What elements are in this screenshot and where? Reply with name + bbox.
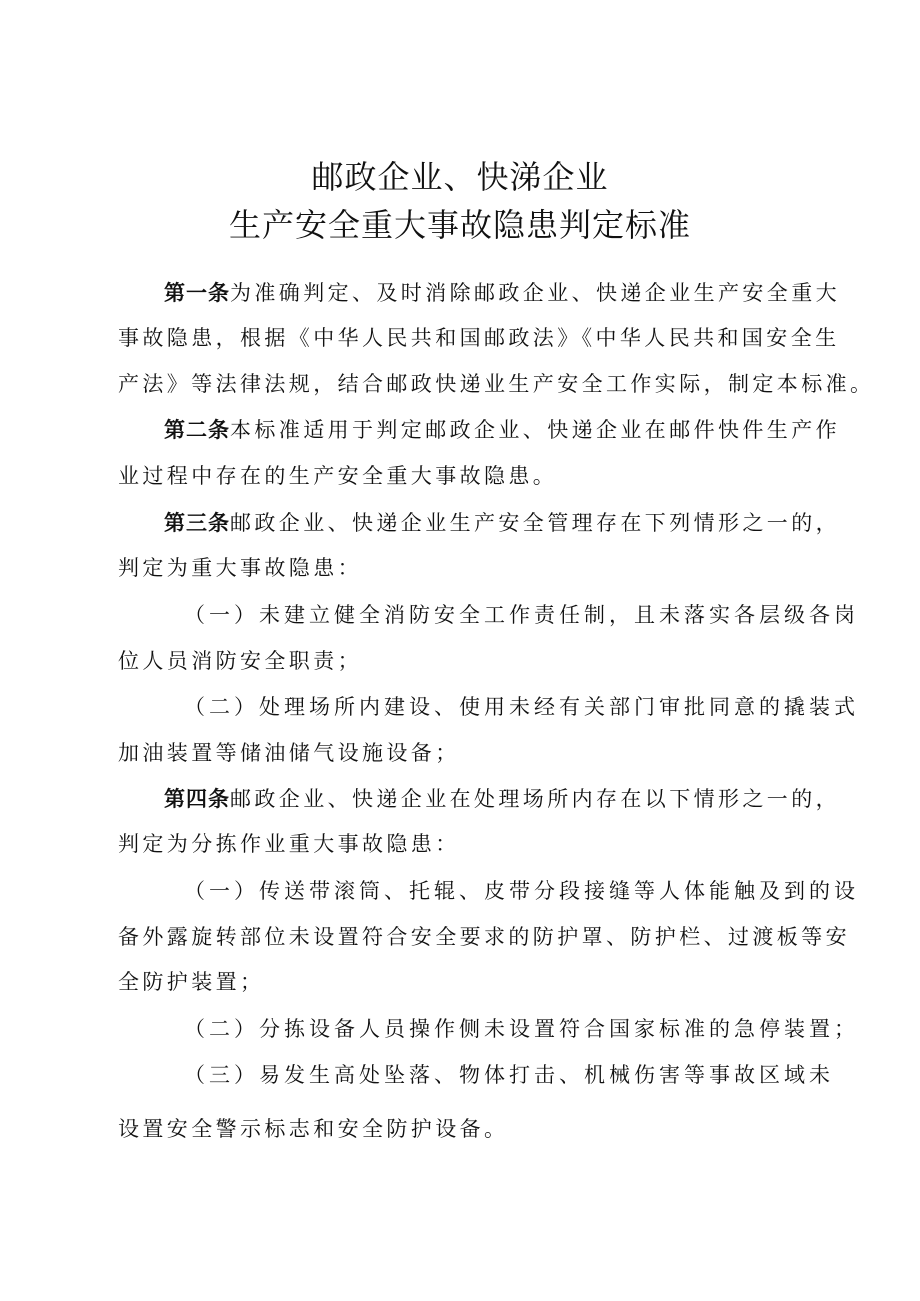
article-3-label: 第三条 xyxy=(164,511,230,535)
article-4-label: 第四条 xyxy=(164,787,230,811)
article-4-text-1: 邮政企业、快递企业在处理场所内存在以下情形之一的， xyxy=(230,787,840,811)
article-4-item-3-line-1: （三）易发生高处坠落、物体打击、机械伤害等事故区域未 xyxy=(184,1063,834,1087)
article-1-label: 第一条 xyxy=(164,281,230,305)
article-4-item-1-line-2: 备外露旋转部位未设置符合安全要求的防护罩、防护栏、过渡板等安 xyxy=(118,925,850,949)
article-4-item-1-line-3: 全防护装置； xyxy=(118,970,265,994)
article-1-text-1: 为准确判定、及时消除邮政企业、快递企业生产安全重大 xyxy=(230,281,840,305)
article-2-label: 第二条 xyxy=(164,418,230,442)
article-4-line-1 xyxy=(164,784,840,814)
article-3-line-1 xyxy=(164,508,840,538)
article-4-item-1-line-1: （一）传送带滚筒、托辊、皮带分段接缝等人体能触及到的设 xyxy=(184,879,859,903)
document-title-line-2: 生产安全重大事故隐患判定标准 xyxy=(228,206,691,244)
article-3-item-2-line-2: 加油装置等储油储气设施设备； xyxy=(118,741,460,765)
article-1-line-2: 事故隐患，根据《中华人民共和国邮政法》《中华人民共和国安全生 xyxy=(118,326,840,350)
document-title-line-1: 邮政企业、快涕企业 xyxy=(311,158,609,196)
article-1-line-1 xyxy=(164,278,840,308)
article-3-text-1: 邮政企业、快递企业生产安全管理存在下列情形之一的， xyxy=(230,511,840,535)
article-3-item-2-line-1: （二）处理场所内建设、使用未经有关部门审批同意的撬装式 xyxy=(184,695,859,719)
article-2-line-2: 业过程中存在的生产安全重大事故隐患。 xyxy=(118,464,558,488)
article-1-line-3: 产法》等法律法规，结合邮政快递业生产安全工作实际，制定本标准。 xyxy=(118,372,875,396)
article-4-item-2-line-1: （二）分拣设备人员操作侧未设置符合国家标准的急停装置； xyxy=(184,1017,859,1041)
article-4-line-2: 判定为分拣作业重大事故隐患： xyxy=(118,832,460,856)
article-2-text-1: 本标准适用于判定邮政企业、快递企业在邮件快件生产作 xyxy=(230,418,840,442)
article-3-item-1-line-1: （一）未建立健全消防安全工作责任制，且未落实各层级各岗 xyxy=(184,603,859,627)
article-4-item-3-line-2: 设置安全警示标志和安全防护设备。 xyxy=(118,1117,509,1141)
article-3-line-2: 判定为重大事故隐患： xyxy=(118,556,362,580)
article-3-item-1-line-2: 位人员消防安全职责； xyxy=(118,649,362,673)
article-2-line-1 xyxy=(164,415,840,445)
